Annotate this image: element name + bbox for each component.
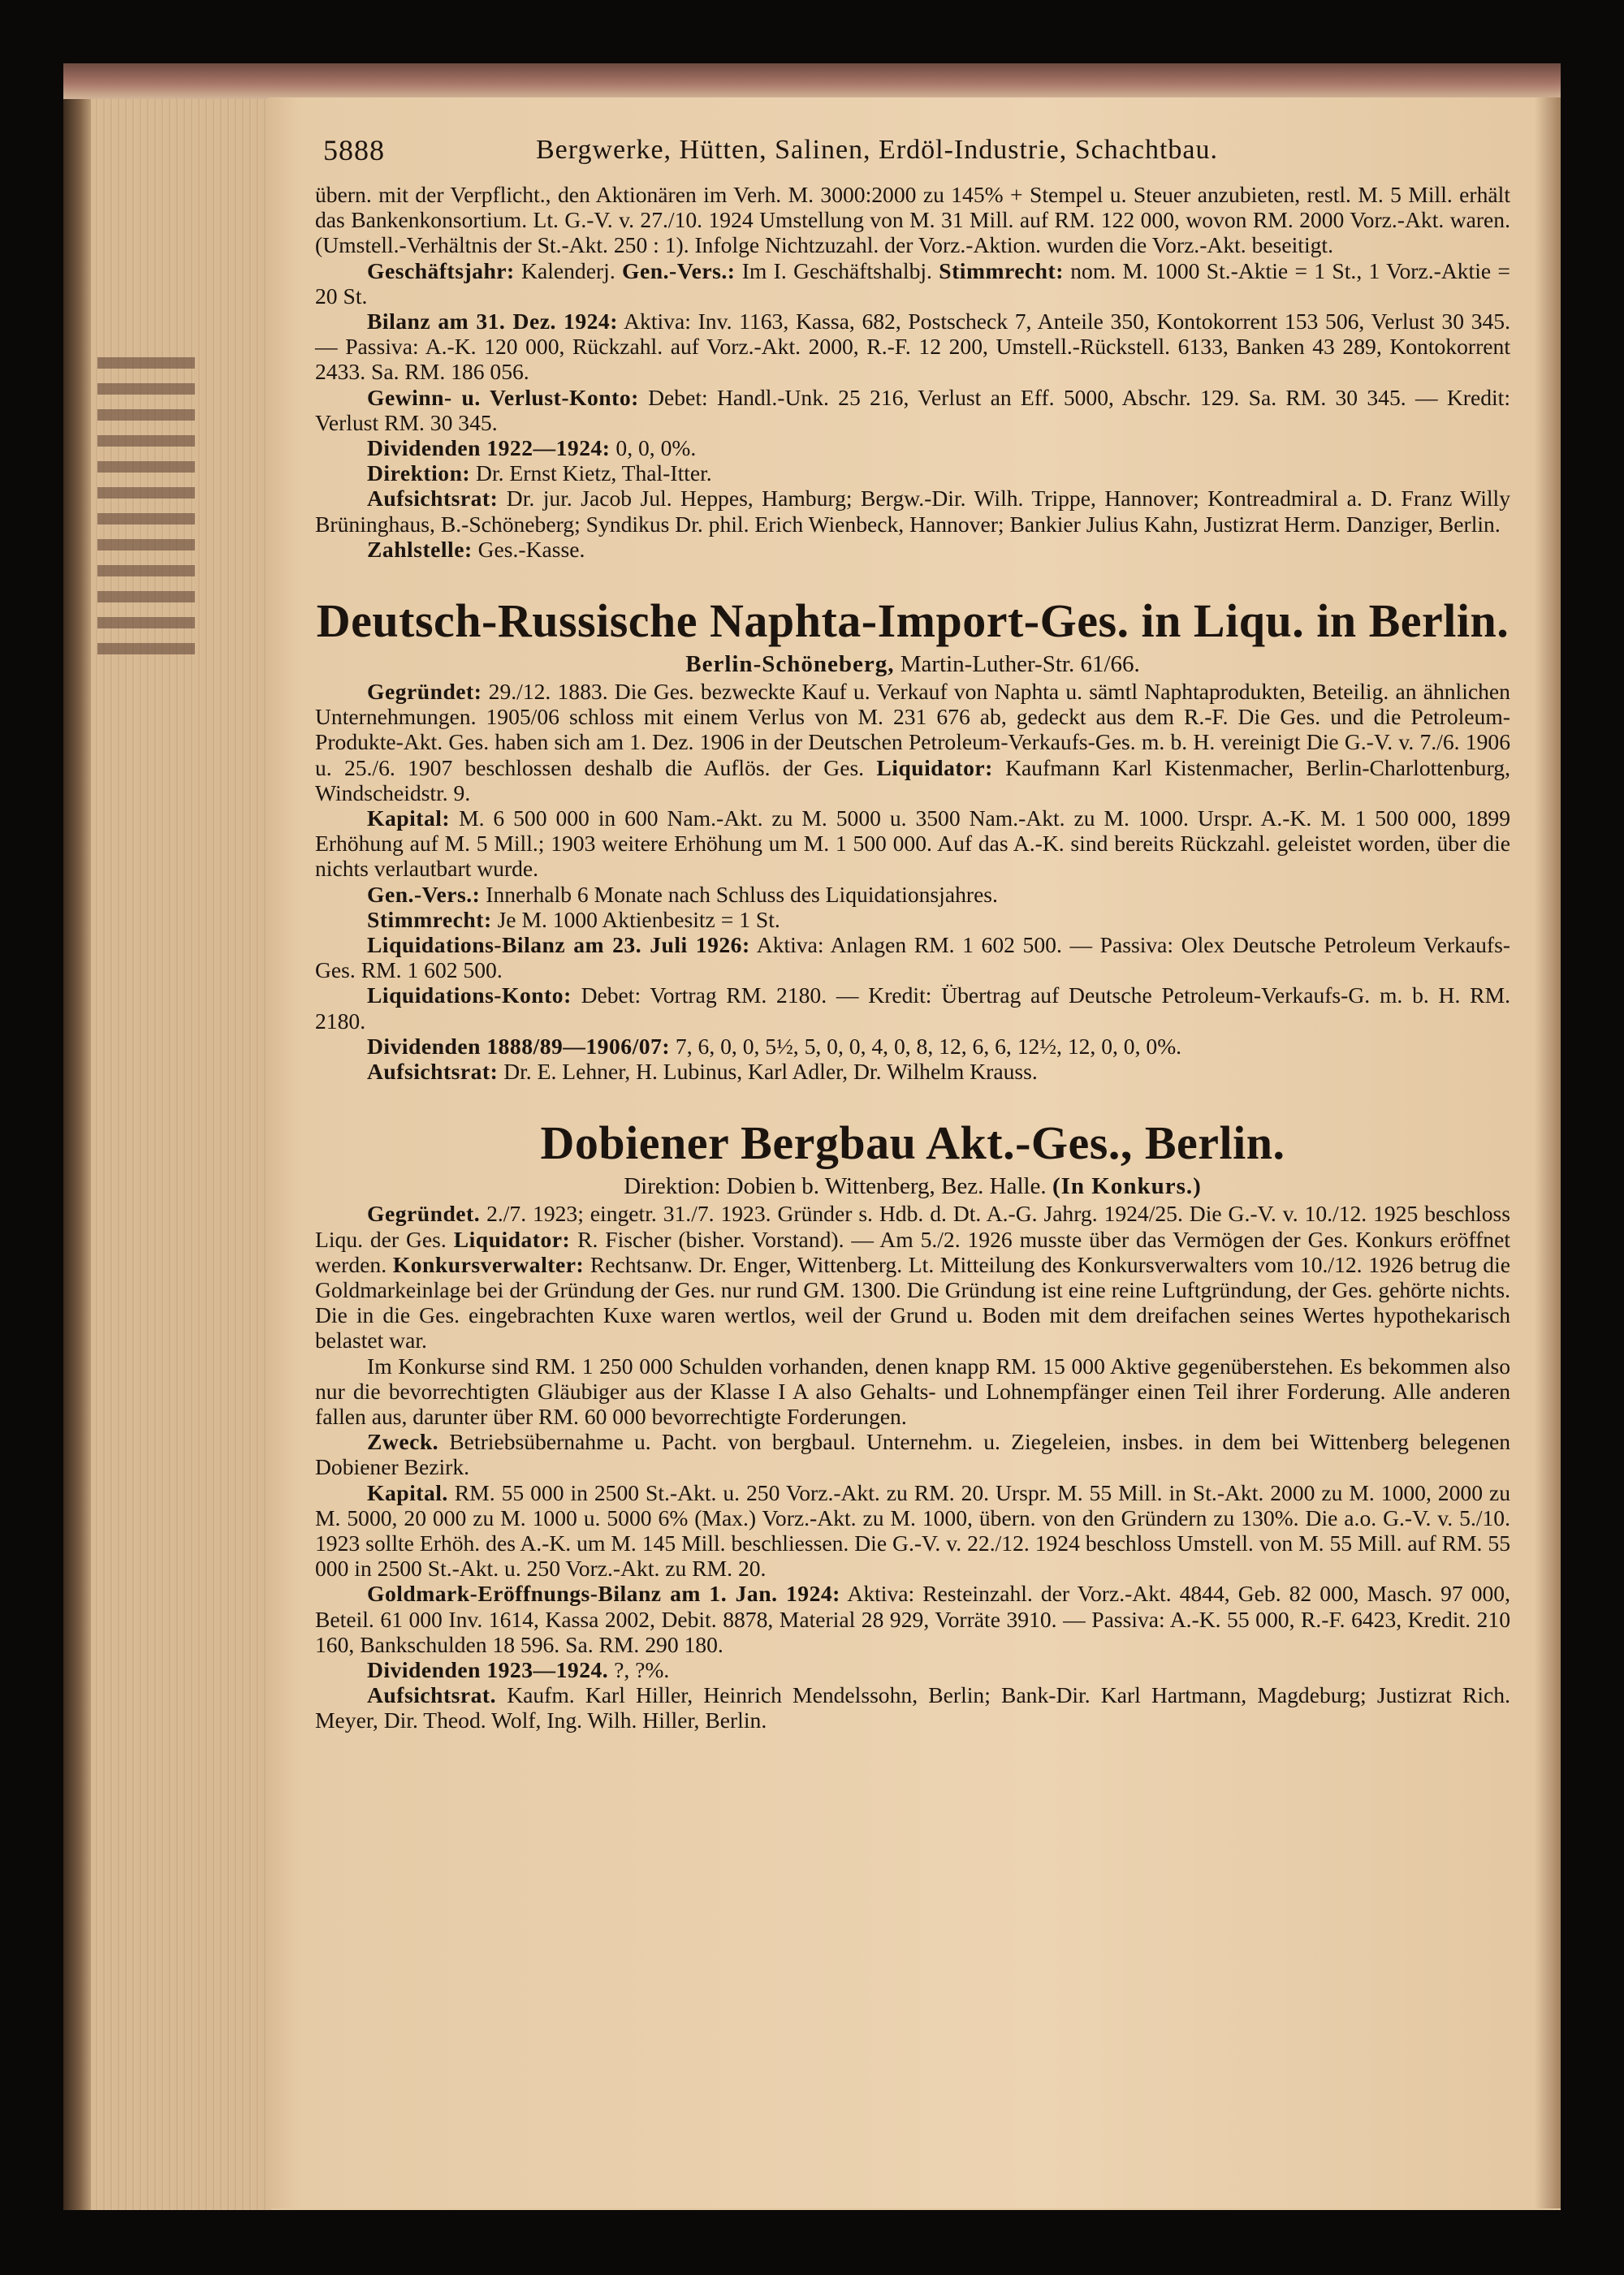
label: Bilanz am 31. Dez. 1924: <box>367 309 618 335</box>
label: Liquidations-Bilanz am 23. Juli 1926: <box>367 932 750 958</box>
company-title: Dobiener Bergbau Akt.-Ges., Berlin. <box>540 1116 1285 1170</box>
label: Zahlstelle: <box>367 536 473 562</box>
value: 29./12. 1883. Die Ges. bezweckte Kauf u. Verkauf von Naphta u. sämtl Naphtaprodukten, Beteilig. an ähnlichen Unternehmungen. 1905/06 schloss mit einem Verlus von M. 231 676 ab, gedeckt aus dem R.-F. Die Ges. und die Petroleum-Produkte-Akt. Ges. haben sich am 1. Dez. 1906 in der Deutschen Petroleum-Verkaufs-Ges. m. b. H. vereinigt Die G.-V. v. 7./6. 1906 u. 25./6. 1907 beschlossen deshalb die Auflös. der Ges. <box>315 679 1510 780</box>
edge-marks <box>97 343 195 669</box>
entry2-genvers <box>315 882 1510 907</box>
entry1-aufsichtsrat <box>315 486 1510 536</box>
value: 0, 0, 0%. <box>615 435 697 461</box>
label: Kapital: <box>367 805 451 831</box>
entry3-dividenden <box>315 1657 1510 1682</box>
entry2-liq-bilanz <box>315 932 1510 982</box>
entry2-aufsichtsrat <box>315 1059 1510 1084</box>
value: M. 6 500 000 in 600 Nam.-Akt. zu M. 5000 u. 3500 Nam.-Akt. zu M. 1000. Urspr. A.-K. M. 1 500 000, 1899 Erhöhung auf M. 5 Mill.; 1903 weitere Erhöhung um M. 1 500 000. Auf das A.-K. sind bereits Rückzahl. geleistet worden, über die nichts verlautbart wurde. <box>315 805 1511 882</box>
entry1-intro: übern. mit der Verpflicht., den Aktionären im Verh. M. 3000:2000 zu 145% + Stempel u. Steuer anzubieten, restl. M. 5 Mill. erhält das Bankenkonsortium. Lt. G.-V. v. 27./10. 1924 Umstellung von M. 31 Mill. auf RM. 122 000, wovon RM. 2000 Vorz.-Akt. waren. (Umstell.-Verhältnis der St.-Akt. 250 : 1). Infolge Nichtzuzahl. der Vorz.-Aktion. wurden die Vorz.-Akt. beseitigt. <box>315 182 1510 258</box>
label: Geschäftsjahr: <box>367 257 515 283</box>
label: Gewinn- u. Verlust-Konto: <box>367 384 639 410</box>
value: 2./7. 1923; eingetr. 31./7. 1923. Gründer s. Hdb. d. Dt. A.-G. Jahrg. 1924/25. Die G.-V. v. 10./12. 1925 beschloss Liqu. der Ges. <box>315 1201 1510 1252</box>
label: Konkursverwalter: <box>392 1251 585 1277</box>
label: Liquidator: <box>876 754 993 780</box>
value: Kalenderj. <box>521 257 615 283</box>
label: Kapital. <box>367 1479 448 1505</box>
value: nom. M. 1000 St.-Aktie = 1 St., 1 Vorz.-Aktie = 20 St. <box>315 257 1510 309</box>
entry1-zahlstelle <box>315 537 1510 562</box>
entry2-liq-konto <box>315 982 1510 1033</box>
label: Goldmark-Eröffnungs-Bilanz am 1. Jan. 1924: <box>367 1581 840 1607</box>
entry1-geschaeftsjahr <box>315 258 1510 309</box>
value: Dr. E. Lehner, H. Lubinus, Karl Adler, Dr. Wilhelm Krauss. <box>503 1059 1038 1085</box>
label: Gen.-Vers.: <box>367 881 481 907</box>
value: Debet: Handl.-Unk. 25 216, Verlust an Eff. 5000, Abschr. 129. Sa. RM. 30 345. — Kredit: Verlust RM. 30 345. <box>315 384 1510 435</box>
label: Gegründet. <box>367 1201 481 1227</box>
entry1-bilanz <box>315 309 1510 385</box>
label: Dividenden 1888/89—1906/07: <box>367 1033 671 1059</box>
page-content <box>315 133 1510 1733</box>
page-shadow <box>1535 97 1561 2208</box>
page-stack-edge <box>91 99 271 2210</box>
value: Aktiva: Inv. 1163, Kassa, 682, Postscheck 7, Anteile 350, Kontokorrent 153 506, Verlust 30 345. — Passiva: A.-K. 120 000, Rückzahl. auf Vorz.-Akt. 2000, R.-F. 12 200, Umstell.-Rückstell. 6133, Banken 43 289, Kontokorrent 2433. Sa. RM. 186 056. <box>315 309 1510 385</box>
value: Ges.-Kasse. <box>477 536 585 562</box>
label: Liquidator: <box>453 1226 571 1252</box>
label: Gegründet: <box>367 679 482 705</box>
entry3-gegruendet <box>315 1201 1510 1353</box>
value: Je M. 1000 Aktienbesitz = 1 St. <box>497 906 780 932</box>
label: Dividenden 1923—1924. <box>367 1656 609 1682</box>
page-number: 5888 <box>323 134 385 166</box>
value: Dr. jur. Jacob Jul. Heppes, Hamburg; Bergw.-Dir. Wilh. Trippe, Hannover; Kontreadmiral a. D. Franz Willy Brüninghaus, B.-Schöneberg; Syndikus Dr. phil. Erich Wienbeck, Hannover; Bankier Julius Kahn, Justizrat Herm. Danziger, Berlin. <box>315 486 1511 537</box>
value: R. Fischer (bisher. Vorstand). — Am 5./2. 1926 musste über das Vermögen der Ges. Konkurs eröffnet werden. <box>315 1226 1511 1277</box>
entry3-aufsichtsrat <box>315 1682 1510 1733</box>
label: Direktion: <box>367 460 471 486</box>
label: Dividenden 1922—1924: <box>367 435 611 461</box>
value: Dr. Ernst Kietz, Thal-Itter. <box>476 460 712 486</box>
value: Betriebsübernahme u. Pacht. von bergbaul. Unternehm. u. Ziegeleien, insbes. in dem bei Wittenberg belegenen Dobiener Bezirk. <box>315 1429 1510 1480</box>
company-direktion: Direktion: Dobien b. Wittenberg, Bez. Halle. <box>624 1173 1047 1200</box>
company-street: Martin-Luther-Str. 61/66. <box>900 651 1140 678</box>
company-address <box>315 1172 1510 1201</box>
value: Rechtsanw. Dr. Enger, Wittenberg. Lt. Mitteilung des Konkursverwalters vom 10./12. 1926 betrug die Goldmarkeinlage bei der Gründung der Ges. nur rund GM. 1300. Die Gründung ist eine reine Luftgründung, der Ges. gehörte nichts. Die in die Ges. eingebrachten Kuxe waren wertlos, weil der Grund u. Boden mit dem dreifachen seines Wertes hypothekarisch belastet war. <box>315 1251 1511 1353</box>
book-top-edge <box>63 63 1561 99</box>
value: RM. 55 000 in 2500 St.-Akt. u. 250 Vorz.-Akt. zu RM. 20. Urspr. M. 55 Mill. in St.-Akt. 2000 zu M. 1000, 2000 zu M. 5000, 20 000 zu M. 1000 u. 5000 6% (Max.) Vorz.-Akt. zu M. 1000, übern. von den Gründern zu 130%. Die a.o. G.-V. v. 5./10. 1923 sollte Erhöh. des A.-K. um M. 145 Mill. beschliessen. Die G.-V. v. 22./12. 1924 beschloss Umstell. von M. 55 Mill. auf RM. 55 000 in 2500 St.-Akt. u. 250 Vorz.-Akt. zu RM. 20. <box>315 1479 1510 1582</box>
value: Kaufm. Karl Hiller, Heinrich Mendelssohn, Berlin; Bank-Dir. Karl Hartmann, Magdeburg; Justizrat Rich. Meyer, Dir. Theod. Wolf, Ing. Wilh. Hiller, Berlin. <box>315 1682 1510 1733</box>
konkurs-note: (In Konkurs.) <box>1052 1173 1202 1200</box>
entry-dobiener-bergbau <box>315 1115 1510 1733</box>
value: 7, 6, 0, 0, 5½, 5, 0, 0, 4, 0, 8, 12, 6, 6, 12½, 12, 0, 0, 0%. <box>675 1033 1182 1059</box>
spacer <box>315 1084 1510 1115</box>
entry2-gegruendet <box>315 679 1510 805</box>
entry3-zweck <box>315 1429 1510 1479</box>
label: Aufsichtsrat. <box>367 1682 497 1708</box>
label: Liquidations-Konto: <box>367 982 572 1008</box>
value: Aktiva: Anlagen RM. 1 602 500. — Passiva: Olex Deutsche Petroleum Verkaufs-Ges. RM. 1 602 500. <box>315 932 1511 983</box>
entry2-kapital <box>315 805 1510 882</box>
company-address <box>315 650 1510 679</box>
entry2-stimmrecht <box>315 907 1510 932</box>
label: Stimmrecht: <box>939 257 1064 283</box>
running-head-title: Bergwerke, Hütten, Salinen, Erdöl-Industrie, Schachtbau. <box>536 135 1218 165</box>
spacer <box>315 562 1510 593</box>
value: Aktiva: Resteinzahl. der Vorz.-Akt. 4844, Geb. 82 000, Masch. 97 000, Beteil. 61 000 Inv. 1614, Kassa 2002, Debit. 8878, Material 28 929, Vorräte 3910. — Passiva: A.-K. 55 000, R.-F. 6423, Kredit. 210 160, Bankschulden 18 596. Sa. RM. 290 180. <box>315 1581 1510 1657</box>
value: Innerhalb 6 Monate nach Schluss des Liquidationsjahres. <box>486 881 998 907</box>
label: Aufsichtsrat: <box>367 486 499 512</box>
entry1-dividenden <box>315 435 1510 460</box>
company-title: Deutsch-Russische Naphta-Import-Ges. in Liqu. in Berlin. <box>316 594 1510 648</box>
book-binding <box>63 63 91 2210</box>
entry-continued <box>315 182 1510 562</box>
entry1-gewinn <box>315 385 1510 435</box>
label: Aufsichtsrat: <box>367 1059 499 1085</box>
entry2-dividenden <box>315 1034 1510 1059</box>
value: Debet: Vortrag RM. 2180. — Kredit: Übertrag auf Deutsche Petroleum-Verkaufs-G. m. b. H. RM. 2180. <box>315 982 1510 1034</box>
running-header <box>315 133 1510 182</box>
label: Stimmrecht: <box>367 906 492 932</box>
company-location: Berlin-Schöneberg, <box>685 651 895 678</box>
entry1-direktion <box>315 460 1510 486</box>
entry-deutsch-russische <box>315 593 1510 1084</box>
entry3-goldmark-bilanz <box>315 1581 1510 1657</box>
value: ?, ?%. <box>614 1656 670 1682</box>
entry3-konkurs: Im Konkurse sind RM. 1 250 000 Schulden vorhanden, denen knapp RM. 15 000 Aktive gegenüberstehen. Es bekommen also nur die bevorrechtigten Gläubiger aus der Klasse I A also Gehalts- und Lohnempfänger einen Teil ihrer Forderung. Alle anderen fallen aus, darunter über RM. 60 000 bevorrechtigte Forderungen. <box>315 1353 1510 1429</box>
label: Gen.-Vers.: <box>622 257 736 283</box>
label: Zweck. <box>367 1429 439 1455</box>
value: Kaufmann Karl Kistenmacher, Berlin-Charlottenburg, Windscheidstr. 9. <box>315 754 1510 805</box>
value: Im I. Geschäftshalbj. <box>741 257 932 283</box>
entry3-kapital <box>315 1480 1510 1582</box>
